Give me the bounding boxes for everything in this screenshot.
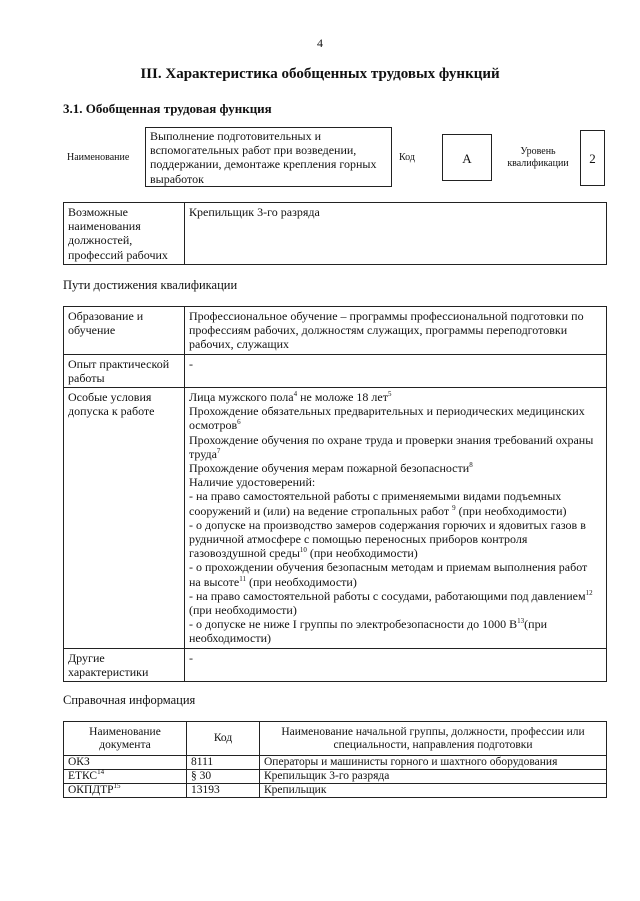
positions-table — [63, 202, 607, 265]
conditions-list — [185, 388, 607, 649]
education-label: Образование и обучение — [64, 307, 185, 355]
qualification-table — [63, 306, 607, 682]
name-label: Наименование — [67, 152, 130, 163]
doc-cell: ОКПДТР$^{15}$ — [64, 784, 187, 798]
condition-item: - о допуске на производство замеров содержания горючих и ядовитых газов в рудничной атмосфере с помощью переносных приборов контроля газовоздушной среды$^{10}$ (при необходимости) — [189, 517, 586, 561]
name-cell: Крепильщик — [260, 784, 607, 798]
positions-label: Возможные наименования должностей, профессий рабочих — [64, 203, 185, 265]
table-row — [64, 784, 607, 798]
code-label: Код — [399, 152, 415, 163]
table-row — [64, 756, 607, 770]
name-cell: Операторы и машинисты горного и шахтного оборудования — [260, 756, 607, 770]
code-cell: § 30 — [187, 770, 260, 784]
education-value: Профессиональное обучение – программы профессиональной подготовки по профессиям рабочих, должностям служащих, программы переподготовки рабочих, служащих — [185, 307, 607, 355]
level-label: Уровень квалификации — [507, 146, 569, 169]
level-value: 2 — [580, 130, 605, 186]
conditions-label: Особые условия допуска к работе — [64, 388, 185, 649]
condition-item: Лица мужского пола$^4$ не моложе 18 лет$^5$ — [189, 390, 392, 405]
page-number: 4 — [317, 36, 323, 50]
name-cell: Крепильщик 3-го разряда — [260, 770, 607, 784]
experience-value: - — [185, 354, 607, 387]
condition-item: Наличие удостоверений: — [189, 475, 316, 490]
function-name: Выполнение подготовительных и вспомогательных работ при возведении, поддержании, демонтаже крепления горных выработок — [145, 127, 392, 187]
function-code: А — [442, 134, 492, 181]
other-label: Другие характеристики — [64, 648, 185, 681]
condition-item: Прохождение обучения по охране труда и проверки знания требований охраны труда$^7$ — [189, 432, 594, 461]
doc-cell: ЕТКС$^{14}$ — [64, 770, 187, 784]
section-title: III. Характеристика обобщенных трудовых функций — [140, 66, 500, 82]
reference-heading: Справочная информация — [63, 693, 196, 707]
column-header: Наименование начальной группы, должности, профессии или специальности, направления подготовки — [260, 722, 607, 756]
condition-item: Прохождение обучения мерам пожарной безопасности$^8$ — [189, 461, 473, 476]
subsection-title: 3.1. Обобщенная трудовая функция — [63, 101, 272, 116]
condition-item: - о прохождении обучения безопасным методам и приемам выполнения работ на высоте$^{11}$ (при необходимости) — [189, 560, 588, 589]
condition-item: Прохождение обязательных предварительных и периодических медицинских осмотров$^6$ — [189, 404, 585, 433]
experience-label: Опыт практической работы — [64, 354, 185, 387]
qualification-heading: Пути достижения квалификации — [63, 278, 238, 292]
condition-item: - на право самостоятельной работы с сосудами, работающими под давлением$^{12}$ (при необходимости) — [189, 588, 593, 618]
code-cell: 8111 — [187, 756, 260, 770]
other-value: - — [185, 648, 607, 681]
condition-item: - о допуске не ниже I группы по электробезопасности до 1000 $В^{13}(при$ необходимости) — [189, 617, 547, 646]
table-row — [64, 770, 607, 784]
positions-value: Крепильщик 3-го разряда — [185, 203, 607, 265]
code-cell: 13193 — [187, 784, 260, 798]
column-header: Наименование документа — [64, 722, 187, 756]
condition-item: - на право самостоятельной работы с применяемыми видами подъемных сооружений и (или) на ведение стропальных работ $^9$ (при необходимости) — [189, 489, 567, 518]
reference-table — [63, 721, 607, 798]
doc-cell: ОКЗ — [64, 756, 187, 770]
column-header: Код — [187, 722, 260, 756]
